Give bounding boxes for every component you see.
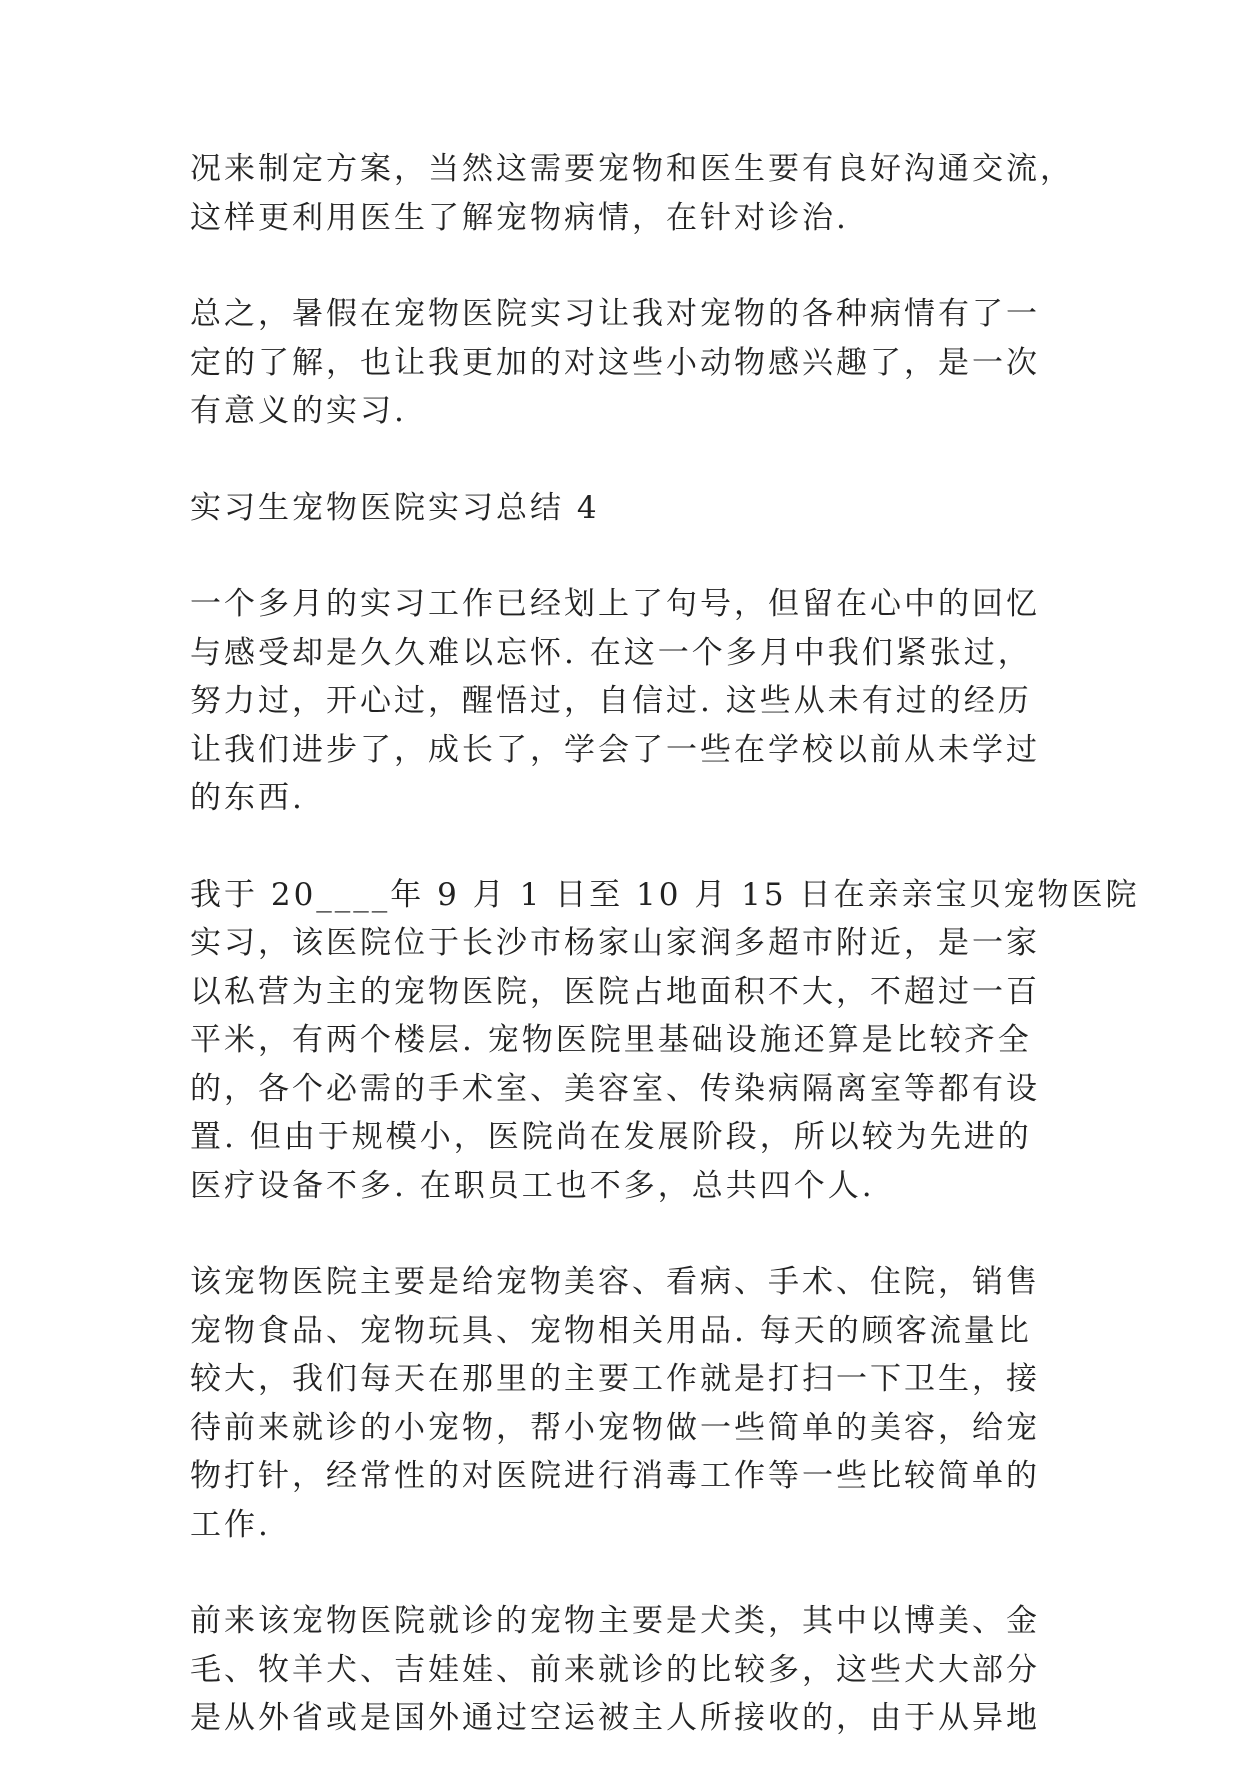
text-line: 努力过，开心过，醒悟过，自信过. 这些从未有过的经历 (190, 683, 1032, 719)
text-line: 宠物食品、宠物玩具、宠物相关用品. 每天的顾客流量比 (190, 1312, 1032, 1349)
text-line: 平米，有两个楼层. 宠物医院里基础设施还算是比较齐全 (190, 1022, 1032, 1058)
text-line: 这样更利用医生了解宠物病情，在针对诊治. (190, 199, 849, 236)
text-line: 一个多月的实习工作已经划上了句号，但留在心中的回忆 (190, 586, 1040, 622)
text-line: 定的了解，也让我更加的对这些小动物感兴趣了，是一次 (190, 344, 1040, 381)
text-line: 况来制定方案，当然这需要宠物和医生要有良好沟通交流， (190, 151, 1074, 187)
paragraph (190, 1258, 1060, 1549)
text-line: 较大，我们每天在那里的主要工作就是打扫一下卫生，接 (190, 1361, 1040, 1397)
section-heading (190, 484, 1060, 533)
text-line: 我于 20____年 9 月 1 日至 10 月 15 日在亲亲宝贝宠物医院 (190, 876, 1140, 913)
text-line: 的东西. (190, 780, 305, 816)
paragraph (190, 580, 1060, 823)
text-line: 医疗设备不多. 在职员工也不多，总共四个人. (190, 1167, 875, 1204)
text-line: 置. 但由于规模小，医院尚在发展阶段，所以较为先进的 (190, 1119, 1032, 1155)
text-line: 前来该宠物医院就诊的宠物主要是犬类，其中以博美、金 (190, 1603, 1040, 1639)
text-line: 有意义的实习. (190, 393, 407, 429)
text-line: 物打针，经常性的对医院进行消毒工作等一些比较简单的 (190, 1458, 1040, 1494)
paragraph (190, 145, 1074, 242)
text-line: 的，各个必需的手术室、美容室、传染病隔离室等都有设 (190, 1070, 1040, 1107)
text-line: 该宠物医院主要是给宠物美容、看病、手术、住院，销售 (190, 1264, 1040, 1300)
text-line: 是从外省或是国外通过空运被主人所接收的，由于从异地 (190, 1700, 1040, 1736)
paragraph (190, 290, 1060, 436)
document-body (190, 145, 1140, 1791)
paragraph (190, 1597, 1060, 1743)
text-line: 让我们进步了，成长了，学会了一些在学校以前从未学过 (190, 731, 1040, 768)
text-line: 总之，暑假在宠物医院实习让我对宠物的各种病情有了一 (190, 296, 1040, 332)
text-line: 实习，该医院位于长沙市杨家山家润多超市附近，是一家 (190, 925, 1040, 961)
text-line: 与感受却是久久难以忘怀. 在这一个多月中我们紧张过， (190, 634, 1032, 671)
text-line: 待前来就诊的小宠物，帮小宠物做一些简单的美容，给宠 (190, 1409, 1040, 1446)
text-line: 实习生宠物医院实习总结 4 (190, 489, 600, 526)
paragraph (190, 871, 1140, 1211)
text-line: 以私营为主的宠物医院，医院占地面积不大，不超过一百 (190, 973, 1040, 1010)
text-line: 毛、牧羊犬、吉娃娃、前来就诊的比较多，这些犬大部分 (190, 1651, 1040, 1688)
text-line: 工作. (190, 1506, 271, 1543)
